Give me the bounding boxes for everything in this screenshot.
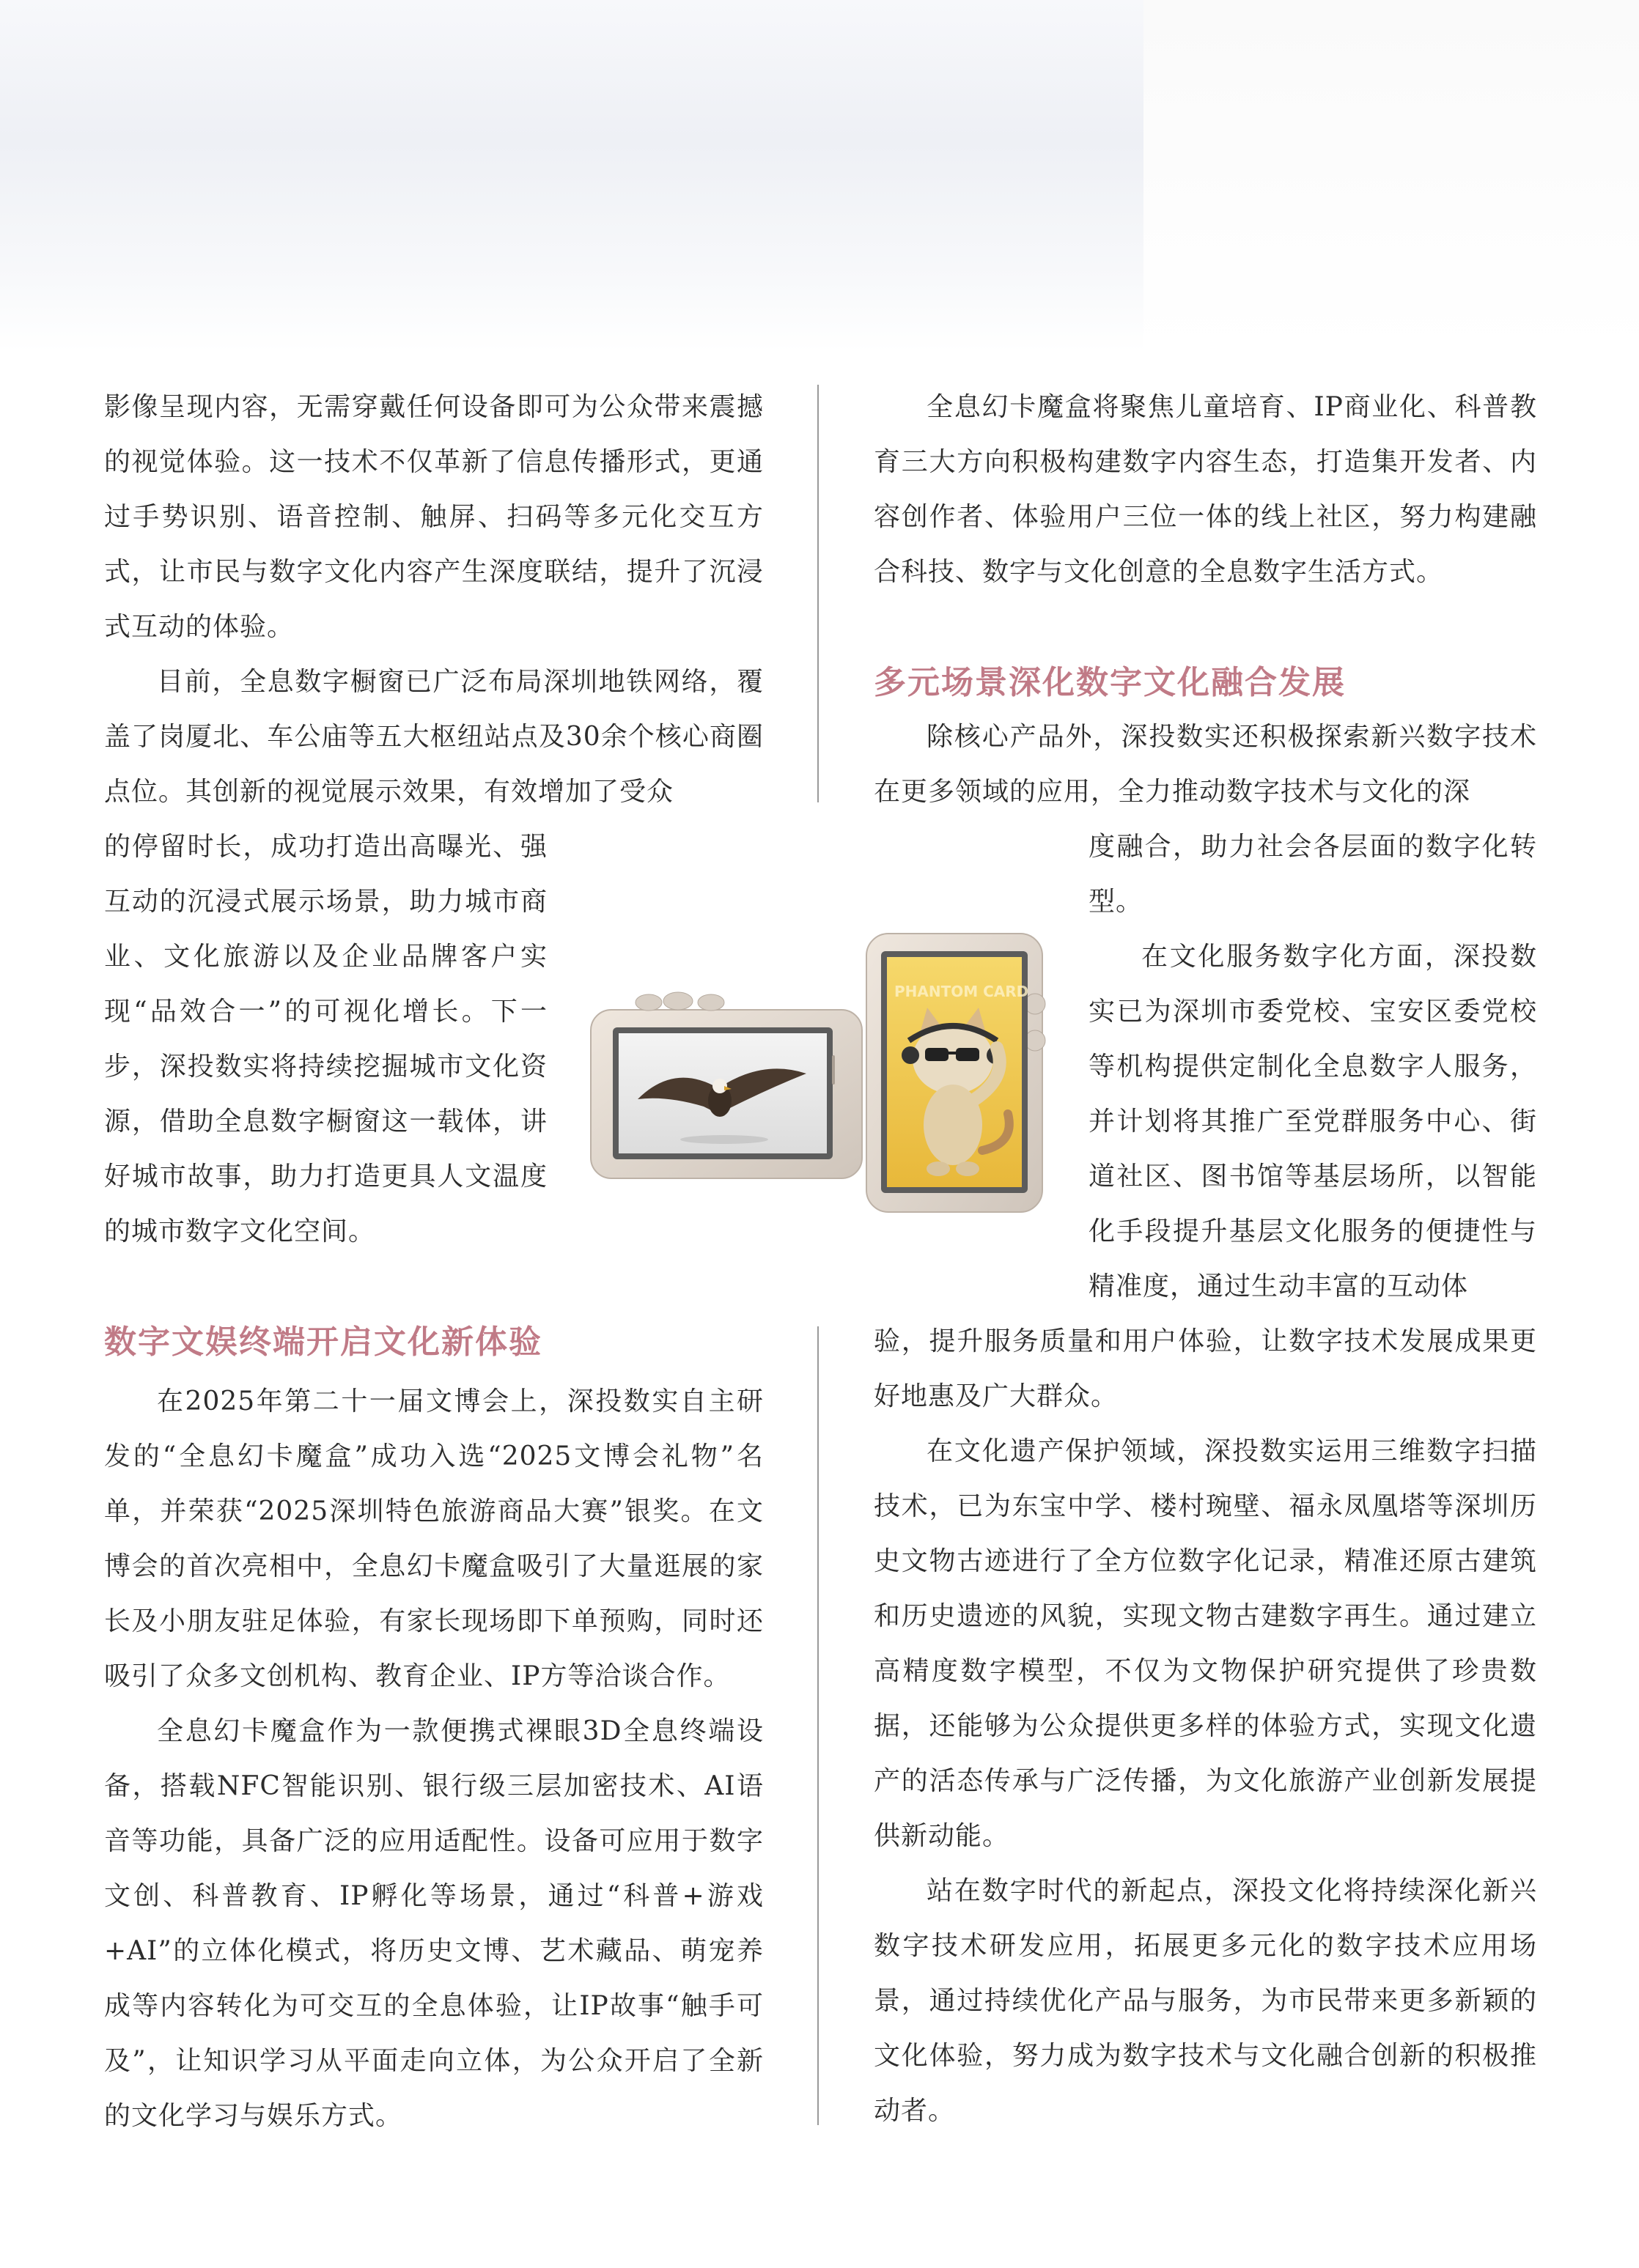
product-photo [586, 931, 1048, 1216]
right-column-wrap [1089, 819, 1537, 1314]
right-paragraph-1: 全息幻卡魔盒将聚焦儿童培育、IP商业化、科普教育三大方向积极构建数字内容生态，打造集开发者、内容创作者、体验用户三位一体的线上社区，努力构建融合科技、数字与文化创意的全息数字生活方式。 [874, 392, 1537, 587]
left-paragraph-3: 在2025年第二十一届文博会上，深投数实自主研发的“全息幻卡魔盒”成功入选“2025文博会礼物”名单，并荣获“2025深圳特色旅游商品大赛”银奖。在文博会的首次亮相中，全息幻卡魔盒吸引了大量逛展的家长及小朋友驻足体验，有家长现场即下单预购，同时还吸引了众多文创机构、教育企业、IP方等洽谈合作。 [104, 1386, 764, 1691]
screen-brand-text: PHANTOM CARD [894, 983, 1029, 1000]
right-paragraph-5: 站在数字时代的新起点，深投文化将持续深化新兴数字技术研发应用，拓展更多元化的数字技术应用场景，通过持续优化产品与服务，为市民带来更多新颖的文化体验，努力成为数字技术与文化融合创新的积极推动者。 [874, 1876, 1537, 2126]
column-divider-upper [817, 385, 819, 802]
right-paragraph-2: 除核心产品外，深投数实还积极探索新兴数字技术在更多领域的应用，全力推动数字技术与文化的深 [874, 722, 1537, 807]
right-column-upper [874, 380, 1537, 599]
left-paragraph-1: 影像呈现内容，无需穿戴任何设备即可为公众带来震撼的视觉体验。这一技术不仅革新了信息传播形式，更通过手势识别、语音控制、触屏、扫码等多元化交互方式，让市民与数字文化内容产生深度联结，提升了沉浸式互动的体验。 [104, 392, 764, 642]
left-column-upper [104, 380, 764, 819]
header-fade-band [0, 0, 1143, 352]
header-fade-band-right [1143, 0, 1639, 352]
holo-box-illustration [586, 931, 1048, 1216]
right-paragraph-4: 在文化遗产保护领域，深投数实运用三维数字扫描技术，已为东宝中学、楼村琬壁、福永凤凰塔等深圳历史文物古迹进行了全方位数字化记录，精准还原古建筑和历史遗迹的风貌，实现文物古建数字再生。通过建立高精度数字模型，不仅为文物保护研究提供了珍贵数据，还能够为公众提供更多样的体验方式，实现文化遗产的活态传承与广泛传播，为文化旅游产业创新发展提供新动能。 [874, 1436, 1537, 1851]
right-column-mid [874, 709, 1537, 819]
right-paragraph-3: 在文化服务数字化方面，深投数实已为深圳市委党校、宝安区委党校等机构提供定制化全息数字人服务，并计划将其推广至党群服务中心、街道社区、图书馆等基层场所，以智能化手段提升基层文化服务的便捷性与精准度，通过生动丰富的互动体 [1089, 942, 1537, 1301]
right-section-heading: 多元场景深化数字文化融合发展 [874, 664, 1346, 701]
left-paragraph-2-cont: 的停留时长，成功打造出高曝光、强互动的沉浸式展示场景，助力城市商业、文化旅游以及企业品牌客户实现“品效合一”的可视化增长。下一步，深投数实将持续挖掘城市文化资源，借助全息数字橱窗这一载体，讲好城市故事，助力打造更具人文温度的城市数字文化空间。 [104, 832, 548, 1246]
right-paragraph-3-cont: 验，提升服务质量和用户体验，让数字技术发展成果更好地惠及广大群众。 [874, 1326, 1537, 1411]
column-divider-lower [817, 1326, 819, 2125]
left-column-lower [104, 1374, 764, 2143]
left-column-wrap [104, 819, 548, 1259]
landscape-box [591, 992, 862, 1178]
right-paragraph-2-cont: 度融合，助力社会各层面的数字化转型。 [1089, 832, 1537, 917]
right-column-lower [874, 1314, 1537, 2138]
left-paragraph-4: 全息幻卡魔盒作为一款便携式裸眼3D全息终端设备，搭载NFC智能识别、银行级三层加密技术、AI语音等功能，具备广泛的应用适配性。设备可应用于数字文创、科普教育、IP孵化等场景，通过“科普+游戏+AI”的立体化模式，将历史文博、艺术藏品、萌宠养成等内容转化为可交互的全息体验，让IP故事“触手可及”，让知识学习从平面走向立体，为公众开启了全新的文化学习与娱乐方式。 [104, 1716, 764, 2131]
portrait-box [866, 934, 1045, 1212]
left-section-heading: 数字文娱终端开启文化新体验 [104, 1323, 542, 1361]
left-paragraph-2: 目前，全息数字橱窗已广泛布局深圳地铁网络，覆盖了岗厦北、车公庙等五大枢纽站点及30余个核心商圈点位。其创新的视觉展示效果，有效增加了受众 [104, 667, 764, 807]
